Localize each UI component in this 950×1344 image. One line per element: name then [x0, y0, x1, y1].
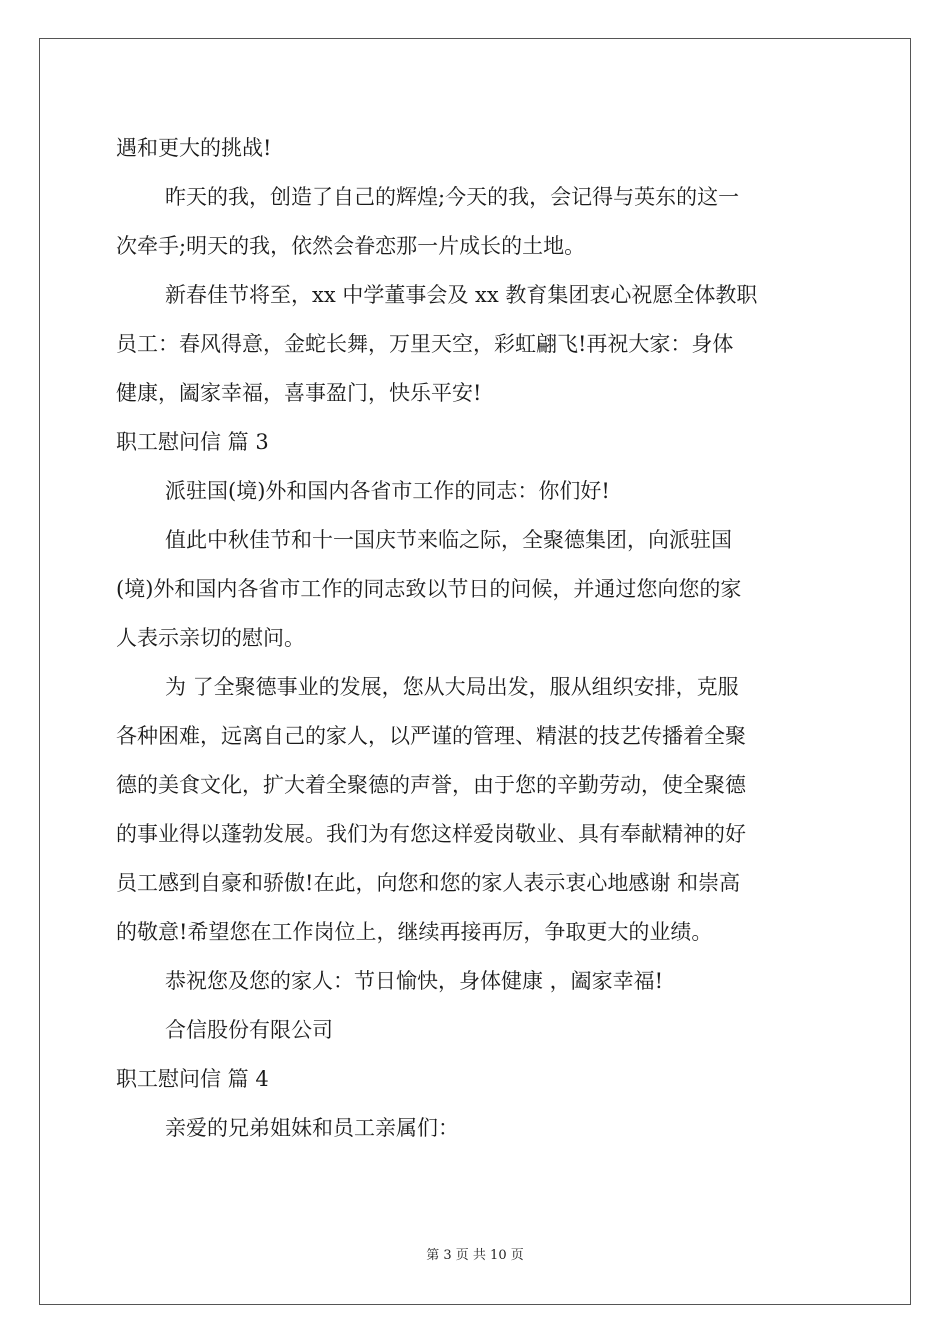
paragraph-line: 为 了全聚德事业的发展，您从大局出发，服从组织安排，克服 [165, 675, 739, 699]
paragraph-line: 遇和更大的挑战! [116, 136, 272, 160]
paragraph-line: 的敬意!希望您在工作岗位上，继续再接再厉，争取更大的业绩。 [116, 920, 713, 944]
salutation: 派驻国(境)外和国内各省市工作的同志：你们好! [165, 479, 610, 503]
paragraph-line: 员工感到自豪和骄傲!在此，向您和您的家人表示衷心地感谢 和崇高 [116, 871, 741, 895]
paragraph-line: 昨天的我，创造了自己的辉煌;今天的我，会记得与英东的这一 [165, 185, 740, 209]
paragraph-line: 次牵手;明天的我，依然会眷恋那一片成长的土地。 [116, 234, 586, 258]
paragraph-line: 值此中秋佳节和十一国庆节来临之际，全聚德集团，向派驻国 [165, 528, 732, 552]
paragraph-line: 德的美食文化，扩大着全聚德的声誉，由于您的辛勤劳动，使全聚德 [116, 773, 746, 797]
section-heading: 职工慰问信 篇 3 [116, 430, 269, 454]
paragraph-line: 员工：春风得意，金蛇长舞，万里天空，彩虹翩飞!再祝大家：身体 [116, 332, 734, 356]
paragraph-line: 各种困难，远离自己的家人，以严谨的管理、精湛的技艺传播着全聚 [116, 724, 746, 748]
paragraph-line: (境)外和国内各省市工作的同志致以节日的问候，并通过您向您的家 [116, 577, 742, 601]
paragraph-line: 人表示亲切的慰问。 [116, 626, 305, 650]
signature-line: 合信股份有限公司 [165, 1018, 333, 1042]
section-heading: 职工慰问信 篇 4 [116, 1067, 269, 1091]
paragraph-line: 新春佳节将至，xx 中学董事会及 xx 教育集团衷心祝愿全体教职 [165, 283, 758, 307]
paragraph-line: 健康，阖家幸福，喜事盈门，快乐平安! [116, 381, 482, 405]
paragraph-line: 的事业得以蓬勃发展。我们为有您这样爱岗敬业、具有奉献精神的好 [116, 822, 746, 846]
page-number: 第 3 页 共 10 页 [426, 1248, 524, 1263]
document-body [116, 124, 838, 1153]
salutation: 亲爱的兄弟姐妹和员工亲属们： [165, 1116, 459, 1140]
paragraph-line: 恭祝您及您的家人：节日愉快，身体健康 ，阖家幸福! [165, 969, 664, 993]
